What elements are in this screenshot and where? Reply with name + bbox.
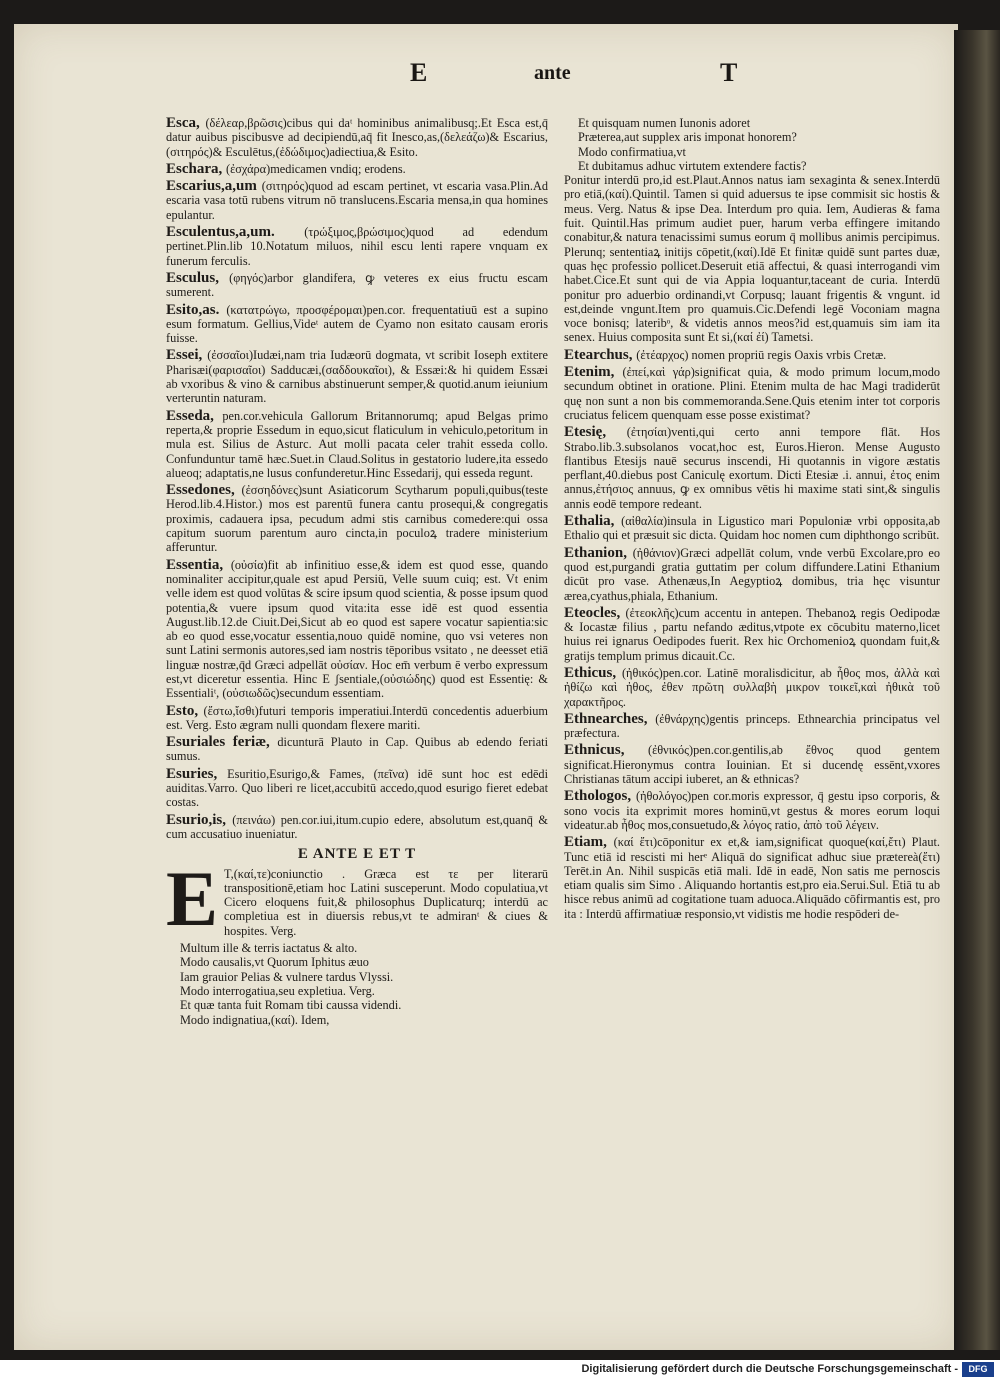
dictionary-entry xyxy=(564,666,940,709)
headword: Etiam, xyxy=(564,834,614,851)
dictionary-entry xyxy=(166,813,548,842)
headword: Esuriales feriæ, xyxy=(166,734,278,751)
headword: Esseda, xyxy=(166,407,223,424)
verse-line: Et quæ tanta fuit Romam tibi caussa videndi. xyxy=(180,998,402,1013)
dictionary-entry xyxy=(166,271,548,300)
dictionary-entry xyxy=(166,162,548,176)
entry-text: (φηγός)arbor glandifera, ꝙ veteres ex eius fructu escam sumerent. xyxy=(166,270,548,300)
et-entry-text: T,(καί,τε)coniunctio . Græca est τε per literarū transpositionē,etiam hoc Latini susceperunt. Modo copulatiua,vt Cicero eloquens fuit,& philosophus Duplicaturq; interdū ac completiua est in diuersis rebus,vt te admiranᵗ & ciues & hospites. Verg. xyxy=(224,866,548,938)
dictionary-entry xyxy=(166,409,548,480)
running-header xyxy=(14,58,958,98)
dictionary-entry xyxy=(564,365,940,422)
entry-text: (ἔστω,ἴσθι)futuri temporis imperatiui.Interdū concedentis aduerbium est. Verg. Esto ægram nulli quondam flexere mariti. xyxy=(166,703,548,732)
footer-bar xyxy=(0,1360,1000,1380)
dictionary-entry xyxy=(564,835,940,921)
headword: Essedones, xyxy=(166,482,242,499)
headword: Essentia, xyxy=(166,556,231,573)
headword: Esculus, xyxy=(166,269,230,286)
entry-text: (ἠθάνιον)Græci adpellāt colum, vnde verbū Excolare,pro eo quod est,purgandi gratia guttatim per colum diffundere.Latini Ethanium dicūt pro vase. Athenæus,In Aegyptioꝝ domibus, tria hęc visuntur ærea,cyathus,phiala, Ethanium. xyxy=(564,545,940,603)
verse-line: Et dubitamus adhuc virtutem extendere factis? xyxy=(578,158,807,173)
verse-line: Multum ille & terris iactatus & alto. xyxy=(180,941,358,956)
entry-text: (ἐθνάρχης)gentis princeps. Ethnearchia principatus vel præfectura. xyxy=(564,711,940,741)
headword: Essei, xyxy=(166,347,208,364)
dictionary-entry xyxy=(564,789,940,832)
left-column xyxy=(166,116,548,1027)
dictionary-entry xyxy=(166,483,548,554)
verse-line: Et quisquam numen Iunonis adoret xyxy=(578,116,751,130)
dictionary-entry xyxy=(166,303,548,346)
dictionary-entry xyxy=(564,514,940,543)
verse-line: Modo confirmatiua,vt xyxy=(578,144,686,159)
headword: Esurio,is, xyxy=(166,811,233,828)
entry-text: (ἐθνικός)pen.cor.gentilis,ab ἔθνος quod gentem significat.Hieronymus contra Iouinian. Et si ducendę essēnt,vxores Christianas tātum accipi iuberet, an & ethnicas? xyxy=(564,743,940,787)
entry-text: (οὐσία)fit ab infinitiuo esse,& idem est quod esse, quando nominaliter accipitur,quale est apud Persiū, Velle suum cuiq; est. Vt enim velle idem est quod volūtas & scire ipsum quod scientia, & posse ipsum quod potentia,& vuere ipsum quod vita:ita esse idē est quod essentia August.lib.12.de Ciuit.Dei,Sicut ab eo quod est sapere vocatur sapientia:sic ab eo quod esse,vocatur essentia,nouo quidē nomine, quo vsi veteres non sunt Latini sermonis autores,sed iam nostris tēporibus vsitato , ne deesset etiā linguæ nostræ,q̄d Græci adpellāt οὐσίαν. Hoc em̄ verbum ē verbo expressum est,vt diceretur essentia. Hinc E ʃsentiale,(οὐσιώδης) quod est Essentię: & Essentialiᵗ, (οὐσιωδῶς)secundum essentiam. xyxy=(166,557,548,701)
dictionary-entry xyxy=(166,116,548,159)
headword: Esto, xyxy=(166,702,204,719)
verse-line: Modo causalis,vt Quorum Iphitus æuo xyxy=(180,955,369,970)
dictionary-entry xyxy=(166,704,548,733)
et-continuation: Ponitur interdū pro,id est.Plaut.Annos natus iam sexaginta & senex.Interdū pro etiā,(καί).Quintil. Tamen si quid aduersus te ipse commisit sic hostis & meus. Verg. Natus & ipse Dea. Interdum pro quia. Iem, Audieras & fama fuit. Quintil.Has primum audiet puer, harum verba effingere imitando conabitur,& natura tenacissimi sumus eorum q̄ mollibus animis percipimus. Plerunq; sententiaꝝ initijs cōpetit,(καί).Idē Et finitæ quidē sunt partes duæ, quas hęc professio pollicet.Deseruit etiā affectui, & quasi interrogandi vim habet.Cice.Et sunt qui de via Appia loquantur,taceant de curia. Interdū ponitur pro aduerbio ordinandi,vt Corpusq; lauant frigentis & vngunt. id est,deinde vngunt.Item pro quamuis.Cic.Defendi legē Voconiam magna voce bonisq; lateribᵒ, & videtis annos meos?id est,quamuis sim iam ita senex. Huius composita sunt Et si,(καί ἐί) Tametsi. xyxy=(564,173,940,345)
dfg-logo: DFG xyxy=(962,1362,994,1377)
headword: Ethnicus, xyxy=(564,742,649,759)
dictionary-entry xyxy=(564,546,940,603)
entry-text: (ἐτέαρχος) nomen propriū regis Oaxis vrbis Cretæ. xyxy=(636,347,887,362)
entry-text: (ἐσχάρα)medicamen vndiq; erodens. xyxy=(226,161,406,176)
page-edge-shadow xyxy=(954,30,1000,1350)
headword: Ethanion, xyxy=(564,544,633,561)
dictionary-entry xyxy=(564,348,940,362)
headword: Eteocles, xyxy=(564,604,626,621)
dictionary-entry xyxy=(166,735,548,764)
headword: Esito,as. xyxy=(166,301,227,318)
entry-text: (ἐτησίαι)venti,qui certo anni tempore flāt. Hos Strabo.lib.3.subsolanos vocat,hoc est, Euros.Hieron. Mense Augusto flantibus Etesijs nauē securus inscendi, Hi quotannis in vigore æstatis perflant,40.diebus post Caniculę exortum. Dicti Etesiæ .i. annui, ἐτος enim annus,ἐτήσιος annuus, ꝙ ex omnibus vētis hi maxime stati sint,& singulis annis eodē tempore redeant. xyxy=(564,425,940,511)
entry-text: pen.cor.vehicula Gallorum Britannorumq; apud Belgas primo reperta,& proprie Essedum in equo,sicut flaticulum in vehiculo,petoritum in mula est. Silius de Asturc. Aut molli pacata celer trahit esseda collo. Confunduntur tamē hæc.Suet.in Claud.Solitus in gestatorio ludere,ita essedo alueoq; adaptatis,ne lusus confunderetur.Hinc Essedarij, qui esseda regunt. xyxy=(166,408,548,480)
headword: Esculentus,a,um. xyxy=(166,224,305,241)
headword: Ethicus, xyxy=(564,664,622,681)
verse-line: Iam grauior Pelias & vulnere tardus Vlyssi. xyxy=(180,969,394,984)
dictionary-entry xyxy=(564,606,940,663)
right-column xyxy=(564,116,940,924)
dictionary-entry xyxy=(564,712,940,741)
section-title: E ANTE E ET T xyxy=(297,846,417,863)
headword: Etearchus, xyxy=(564,346,637,363)
dictionary-entry xyxy=(166,348,548,405)
entry-text: (πεινάω) pen.cor.iui,itum.cupio edere, absolutum est,quanq̄ & cum accusatiuo inueniatur. xyxy=(166,812,548,841)
entry-text: (ἐσσαῖοι)Iudæi,nam tria Iudæorū dogmata, vt scribit Ioseph extitere Pharisæi(φαρισαῖοι) Sadducæi,(σαδδουκαῖοι), & Essæi:& hi quidem Essæi ab vxoribus & vino & carnibus abstinuerunt semper,& quotid.anum ieiunium verteruntin naturam. xyxy=(166,348,548,406)
dictionary-entry xyxy=(166,767,548,810)
entry-text: (ἐτεοκλῆς)cum accentu in antepen. Thebanoꝝ regis Oedipodæ & Iocastæ filius , partu nefando æditus,vtpote ex cōcubitu materno,licet huius rei ignarus Oedipodes fuerit. Rex hic Orchomenioꝝ quondam fuit,& gratijs templum primus dicauit.Cc. xyxy=(564,605,941,663)
entry-text: (δέλεαρ,βρῶσις)cibus qui daᵗ hominibus animalibusq;.Et Esca est,q̄ datur auibus piscibusve ad decipiendū,aq̄ fit Inesco,as,(δελεάζω)& Escarius,(σιτηρός)& Esculētus,(ἐδώδιμος)adiectiua,& Esito. xyxy=(166,116,548,159)
entry-text: (σιτηρός)quod ad escam pertinet, vt escaria vasa.Plin.Ad escaria vasa totū rubens vitrum nō translucens.Escaria mensa,in qua homines epulantur. xyxy=(166,179,548,222)
headword: Esca, xyxy=(166,115,206,131)
verse-line: Modo indignatiua,(καί). Idem, xyxy=(180,1012,330,1027)
footer-credit: Digitalisierung gefördert durch die Deutsche Forschungsgemeinschaft - xyxy=(581,1363,958,1375)
entry-text: (καί ἔτι)cōponitur ex et,& iam,significat quoque(καί,ἔτι) Plaut. Tunc etiā id rescisti mi herᵉ Aliquā do significat adhuc siue prætereà(ἔτι) Terēt.in An. Nihil suspicās etiā mali. Idē in eadē, Non satis me pernoscis etiam qualis sim Simo . Aliquando hortantis est,pro eia.Serui.Sul. Etiā tu ab hisce rebus animū ad cogitatione tuam aduoca.Aliquādo cōfirmantis est, pro ita : Interdū affirmatiuæ responsio,vt vidistis me hodie respōderi de- xyxy=(564,835,940,921)
verse-line: Præterea,aut supplex aris imponat honorem? xyxy=(578,130,797,145)
headword: Ethalia, xyxy=(564,513,622,530)
dictionary-entry xyxy=(166,558,548,701)
header-middle-word: ante xyxy=(534,62,571,84)
headword: Ethnearches, xyxy=(564,710,656,727)
entry-text: (ἐσσηδόνες)sunt Asiaticorum Scytharum populi,quibus(teste Herod.lib.4.Histor.) mos est parentū funera cantu prosequi,& congregatis proximis, cadauera ipsa, pecudum admi stis carnibus comedere:qui ossa capitum suorum parentum auro cincta,in poculoꝝ tradere ministerium afferuntur. xyxy=(166,483,548,555)
headword: Escarius,a,um xyxy=(166,178,262,195)
verse-line: Modo interrogatiua,seu expletiua. Verg. xyxy=(180,983,375,998)
entry-text: (κατατρώγω, προσφέρομαι)pen.cor. frequentatiuū est a supino esum formatum. Gellius,Videᵗ autem de Cyamo non esitato causam eroris fuisse. xyxy=(166,302,548,346)
header-right-letter: T xyxy=(720,58,738,87)
drop-cap: E xyxy=(166,854,219,942)
entry-text: (αἰθαλία)insula in Ligustico mari Populoniæ vrbi opposita,ab Ethalio qui et præsuit sic dicta. Quidam hoc nomen cum diphthongo scribūt. xyxy=(564,514,940,543)
entry-text: (τρώξιμος,βρώσιμος)quod ad edendum pertinet.Plin.lib 10.Notatum miluos, nihil escu lenti rapere vnquam ex funerum ferculis. xyxy=(166,225,548,268)
entry-text: dicunturā Plauto in Cap. Quibus ab edendo feriati sumus. xyxy=(166,735,548,764)
entry-text: (ἠθολόγος)pen cor.moris expressor, q̄ gestu ipso corporis, & sono vocis ita exprimit mores hominū,vt gestus & mores eorum loqui videatur.ab ἦθος mos,consuetudo,& λόγος ratio, ἀπὸ τοῦ λέγειν. xyxy=(564,789,940,832)
dictionary-entry xyxy=(564,425,940,511)
entry-text: (ἐπεί,καὶ γάρ)significat quia, & modo primum locum,modo secundum obtinet in oratione. Plini. Etenim multa de hac Magi tradiderūt quę non sunt a non bis commemoranda.Sene.Quis etenim inter tot corporis cruciatus felicem quenquam esse posse existimat? xyxy=(564,365,940,422)
entry-text: Esuritio,Esurigo,& Fames, (πεῖνα) idē sunt hoc est edēdi auiditas.Varro. Quo liberi re licet,accubitū accedo,quod esurigo fieret edebat costas. xyxy=(166,766,548,810)
headword: Eschara, xyxy=(166,160,226,177)
book-page xyxy=(14,24,958,1350)
headword: Etenim, xyxy=(564,364,623,381)
dictionary-entry xyxy=(166,179,548,222)
headword: Esuries, xyxy=(166,765,228,782)
headword: Ethologos, xyxy=(564,788,637,805)
entry-text: (ἠθικός)pen.cor. Latinē moralisdicitur, ab ἦθος mos, ἀλλὰ καὶ ἠθίζω καὶ ἠθος, ἐθεν πρῶτη συλλαβὴ μικρον τοικεῖ,καὶ ἠθικὰ τοῦ χαρακτῆρος. xyxy=(564,665,940,709)
headword: Etesię, xyxy=(564,424,627,441)
dictionary-entry xyxy=(564,743,940,786)
dictionary-entry xyxy=(166,225,548,268)
header-left-letter: E xyxy=(410,58,428,87)
